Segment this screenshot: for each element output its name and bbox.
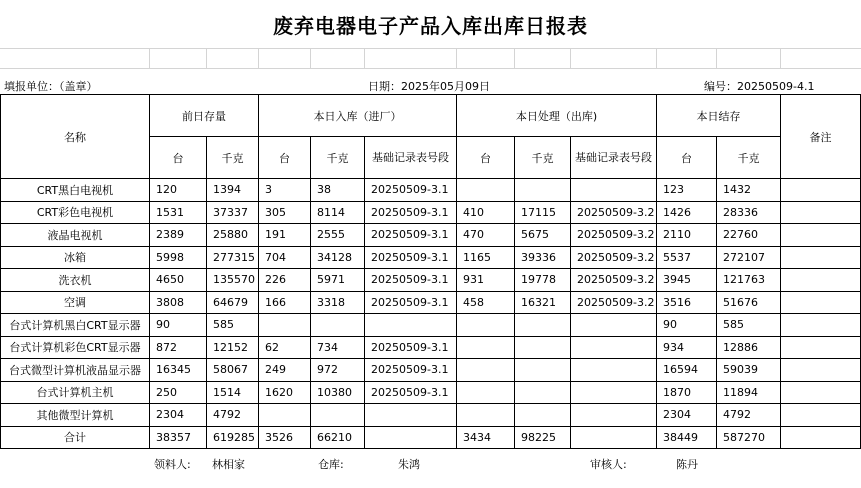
grid-line bbox=[456, 48, 457, 68]
header-out-record: 基础记录表号段 bbox=[571, 137, 657, 179]
table-row bbox=[1, 314, 861, 337]
cell-in-record: 20250509-3.1 bbox=[365, 359, 457, 382]
cell-out-tai bbox=[457, 359, 515, 382]
code-label: 编号：20250509-4.1 bbox=[704, 80, 815, 93]
header-today-in: 本日入库（进厂） bbox=[259, 95, 457, 137]
cell-out-kg bbox=[515, 359, 571, 382]
cell-out-kg: 98225 bbox=[515, 426, 571, 449]
cell-out-record: 20250509-3.2 bbox=[571, 246, 657, 269]
cell-remark bbox=[781, 336, 861, 359]
header-today-balance: 本日结存 bbox=[657, 95, 781, 137]
cell-in-tai: 191 bbox=[259, 224, 311, 247]
reviewer-label: 审核人: bbox=[590, 458, 627, 471]
cell-prev-kg: 585 bbox=[207, 314, 259, 337]
header-out-tai: 台 bbox=[457, 137, 515, 179]
cell-out-tai bbox=[457, 404, 515, 427]
grid-line bbox=[206, 48, 207, 68]
cell-prev-tai: 5998 bbox=[150, 246, 207, 269]
cell-out-kg bbox=[515, 336, 571, 359]
cell-in-tai: 249 bbox=[259, 359, 311, 382]
grid-line bbox=[656, 48, 657, 68]
table-row bbox=[1, 201, 861, 224]
cell-in-kg: 38 bbox=[311, 179, 365, 202]
table-row bbox=[1, 224, 861, 247]
collector-label: 领料人: bbox=[154, 458, 191, 471]
cell-in-kg: 2555 bbox=[311, 224, 365, 247]
cell-in-tai: 305 bbox=[259, 201, 311, 224]
cell-out-record bbox=[571, 336, 657, 359]
cell-bal-kg: 51676 bbox=[717, 291, 781, 314]
cell-bal-kg: 585 bbox=[717, 314, 781, 337]
cell-in-kg bbox=[311, 314, 365, 337]
cell-bal-tai: 2110 bbox=[657, 224, 717, 247]
cell-prev-kg: 1394 bbox=[207, 179, 259, 202]
cell-in-kg: 10380 bbox=[311, 381, 365, 404]
cell-bal-kg: 272107 bbox=[717, 246, 781, 269]
cell-in-kg: 3318 bbox=[311, 291, 365, 314]
cell-out-tai: 931 bbox=[457, 269, 515, 292]
grid-line bbox=[570, 48, 571, 68]
table-row bbox=[1, 381, 861, 404]
cell-out-record bbox=[571, 381, 657, 404]
header-name: 名称 bbox=[1, 95, 150, 179]
cell-remark bbox=[781, 291, 861, 314]
cell-remark bbox=[781, 381, 861, 404]
cell-bal-tai: 1870 bbox=[657, 381, 717, 404]
cell-out-kg: 39336 bbox=[515, 246, 571, 269]
cell-bal-kg: 1432 bbox=[717, 179, 781, 202]
cell-prev-tai: 250 bbox=[150, 381, 207, 404]
cell-out-kg bbox=[515, 179, 571, 202]
grid-line bbox=[0, 48, 861, 49]
cell-out-tai: 410 bbox=[457, 201, 515, 224]
table-row bbox=[1, 246, 861, 269]
cell-prev-kg: 37337 bbox=[207, 201, 259, 224]
cell-bal-tai: 38449 bbox=[657, 426, 717, 449]
cell-prev-tai: 90 bbox=[150, 314, 207, 337]
cell-product-name: 台式微型计算机液晶显示器 bbox=[1, 359, 150, 382]
cell-out-record bbox=[571, 359, 657, 382]
cell-remark bbox=[781, 359, 861, 382]
cell-out-tai: 470 bbox=[457, 224, 515, 247]
cell-in-record: 20250509-3.1 bbox=[365, 201, 457, 224]
cell-in-tai: 3 bbox=[259, 179, 311, 202]
cell-bal-tai: 16594 bbox=[657, 359, 717, 382]
cell-out-kg: 19778 bbox=[515, 269, 571, 292]
table-row bbox=[1, 269, 861, 292]
grid-line bbox=[514, 48, 515, 68]
cell-out-record: 20250509-3.2 bbox=[571, 269, 657, 292]
cell-bal-tai: 3516 bbox=[657, 291, 717, 314]
cell-in-kg bbox=[311, 404, 365, 427]
grid-line bbox=[364, 48, 365, 68]
cell-prev-tai: 2304 bbox=[150, 404, 207, 427]
cell-out-record bbox=[571, 179, 657, 202]
cell-prev-tai: 1531 bbox=[150, 201, 207, 224]
cell-out-kg: 17115 bbox=[515, 201, 571, 224]
cell-in-record: 20250509-3.1 bbox=[365, 336, 457, 359]
cell-in-record bbox=[365, 404, 457, 427]
cell-prev-kg: 58067 bbox=[207, 359, 259, 382]
header-remark: 备注 bbox=[781, 95, 861, 179]
cell-in-tai: 226 bbox=[259, 269, 311, 292]
header-bal-kg: 千克 bbox=[717, 137, 781, 179]
cell-bal-kg: 28336 bbox=[717, 201, 781, 224]
cell-bal-kg: 4792 bbox=[717, 404, 781, 427]
cell-remark bbox=[781, 224, 861, 247]
cell-in-record: 20250509-3.1 bbox=[365, 246, 457, 269]
cell-product-name: 其他微型计算机 bbox=[1, 404, 150, 427]
cell-remark bbox=[781, 404, 861, 427]
cell-in-tai: 1620 bbox=[259, 381, 311, 404]
cell-out-record: 20250509-3.2 bbox=[571, 201, 657, 224]
cell-remark bbox=[781, 269, 861, 292]
cell-remark bbox=[781, 201, 861, 224]
cell-in-tai: 166 bbox=[259, 291, 311, 314]
cell-prev-kg: 135570 bbox=[207, 269, 259, 292]
cell-prev-kg: 277315 bbox=[207, 246, 259, 269]
report-title: 废弃电器电子产品入库出库日报表 bbox=[273, 13, 588, 38]
grid-line bbox=[780, 48, 781, 68]
cell-product-name: 空调 bbox=[1, 291, 150, 314]
cell-in-kg: 734 bbox=[311, 336, 365, 359]
table-row bbox=[1, 336, 861, 359]
cell-in-record: 20250509-3.1 bbox=[365, 224, 457, 247]
unit-label: 填报单位：（盖章） bbox=[4, 80, 98, 93]
cell-product-name: 合计 bbox=[1, 426, 150, 449]
cell-out-record: 20250509-3.2 bbox=[571, 224, 657, 247]
cell-prev-tai: 4650 bbox=[150, 269, 207, 292]
cell-bal-tai: 2304 bbox=[657, 404, 717, 427]
cell-in-kg: 34128 bbox=[311, 246, 365, 269]
cell-in-record: 20250509-3.1 bbox=[365, 381, 457, 404]
cell-in-tai bbox=[259, 404, 311, 427]
table-row bbox=[1, 404, 861, 427]
cell-prev-tai: 872 bbox=[150, 336, 207, 359]
cell-bal-kg: 59039 bbox=[717, 359, 781, 382]
cell-in-tai bbox=[259, 314, 311, 337]
cell-prev-tai: 38357 bbox=[150, 426, 207, 449]
header-out-kg: 千克 bbox=[515, 137, 571, 179]
cell-bal-kg: 22760 bbox=[717, 224, 781, 247]
cell-out-kg: 5675 bbox=[515, 224, 571, 247]
header-in-record: 基础记录表号段 bbox=[365, 137, 457, 179]
cell-in-record: 20250509-3.1 bbox=[365, 291, 457, 314]
cell-prev-kg: 64679 bbox=[207, 291, 259, 314]
cell-prev-tai: 2389 bbox=[150, 224, 207, 247]
cell-in-record: 20250509-3.1 bbox=[365, 179, 457, 202]
cell-remark bbox=[781, 246, 861, 269]
cell-product-name: CRT黑白电视机 bbox=[1, 179, 150, 202]
cell-out-kg: 16321 bbox=[515, 291, 571, 314]
cell-prev-tai: 120 bbox=[150, 179, 207, 202]
reviewer-name: 陈丹 bbox=[676, 458, 698, 471]
cell-out-record: 20250509-3.2 bbox=[571, 291, 657, 314]
grid-line bbox=[310, 48, 311, 68]
grid-line bbox=[149, 48, 150, 68]
header-in-kg: 千克 bbox=[311, 137, 365, 179]
header-today-out: 本日处理（出库) bbox=[457, 95, 657, 137]
cell-remark bbox=[781, 179, 861, 202]
cell-in-record: 20250509-3.1 bbox=[365, 269, 457, 292]
warehouse-name: 朱鸿 bbox=[398, 458, 420, 471]
cell-in-kg: 5971 bbox=[311, 269, 365, 292]
cell-out-tai bbox=[457, 381, 515, 404]
cell-product-name: CRT彩色电视机 bbox=[1, 201, 150, 224]
cell-out-kg bbox=[515, 381, 571, 404]
header-prev-tai: 台 bbox=[150, 137, 207, 179]
cell-in-kg: 972 bbox=[311, 359, 365, 382]
cell-bal-kg: 12886 bbox=[717, 336, 781, 359]
table-row bbox=[1, 359, 861, 382]
cell-prev-kg: 1514 bbox=[207, 381, 259, 404]
cell-prev-tai: 16345 bbox=[150, 359, 207, 382]
cell-out-kg bbox=[515, 314, 571, 337]
cell-out-tai bbox=[457, 179, 515, 202]
cell-out-tai bbox=[457, 336, 515, 359]
warehouse-label: 仓库: bbox=[318, 458, 344, 471]
cell-prev-kg: 25880 bbox=[207, 224, 259, 247]
cell-out-tai: 3434 bbox=[457, 426, 515, 449]
header-prev-kg: 千克 bbox=[207, 137, 259, 179]
report-table bbox=[0, 94, 861, 449]
grid-line bbox=[258, 48, 259, 68]
cell-out-tai bbox=[457, 314, 515, 337]
header-in-tai: 台 bbox=[259, 137, 311, 179]
header-bal-tai: 台 bbox=[657, 137, 717, 179]
cell-in-kg: 8114 bbox=[311, 201, 365, 224]
cell-remark bbox=[781, 314, 861, 337]
cell-out-kg bbox=[515, 404, 571, 427]
cell-out-record bbox=[571, 404, 657, 427]
header-prev-stock: 前日存量 bbox=[150, 95, 259, 137]
cell-product-name: 液晶电视机 bbox=[1, 224, 150, 247]
cell-prev-kg: 12152 bbox=[207, 336, 259, 359]
cell-product-name: 台式计算机黑白CRT显示器 bbox=[1, 314, 150, 337]
signature-footer bbox=[0, 446, 861, 486]
cell-bal-tai: 90 bbox=[657, 314, 717, 337]
cell-product-name: 冰箱 bbox=[1, 246, 150, 269]
grid-line bbox=[716, 48, 717, 68]
cell-bal-tai: 934 bbox=[657, 336, 717, 359]
cell-bal-kg: 121763 bbox=[717, 269, 781, 292]
cell-in-tai: 3526 bbox=[259, 426, 311, 449]
cell-product-name: 台式计算机主机 bbox=[1, 381, 150, 404]
collector-name: 林相家 bbox=[212, 458, 245, 471]
cell-product-name: 台式计算机彩色CRT显示器 bbox=[1, 336, 150, 359]
cell-prev-kg: 4792 bbox=[207, 404, 259, 427]
cell-in-record bbox=[365, 314, 457, 337]
cell-in-kg: 66210 bbox=[311, 426, 365, 449]
table-row bbox=[1, 291, 861, 314]
cell-bal-kg: 11894 bbox=[717, 381, 781, 404]
cell-in-tai: 62 bbox=[259, 336, 311, 359]
cell-in-tai: 704 bbox=[259, 246, 311, 269]
cell-out-tai: 458 bbox=[457, 291, 515, 314]
cell-bal-tai: 123 bbox=[657, 179, 717, 202]
table-row bbox=[1, 179, 861, 202]
grid-line bbox=[0, 68, 861, 69]
cell-prev-kg: 619285 bbox=[207, 426, 259, 449]
cell-product-name: 洗衣机 bbox=[1, 269, 150, 292]
cell-bal-kg: 587270 bbox=[717, 426, 781, 449]
date-label: 日期：2025年05月09日 bbox=[368, 80, 490, 93]
cell-out-tai: 1165 bbox=[457, 246, 515, 269]
cell-bal-tai: 5537 bbox=[657, 246, 717, 269]
cell-bal-tai: 1426 bbox=[657, 201, 717, 224]
cell-prev-tai: 3808 bbox=[150, 291, 207, 314]
cell-bal-tai: 3945 bbox=[657, 269, 717, 292]
cell-out-record bbox=[571, 314, 657, 337]
